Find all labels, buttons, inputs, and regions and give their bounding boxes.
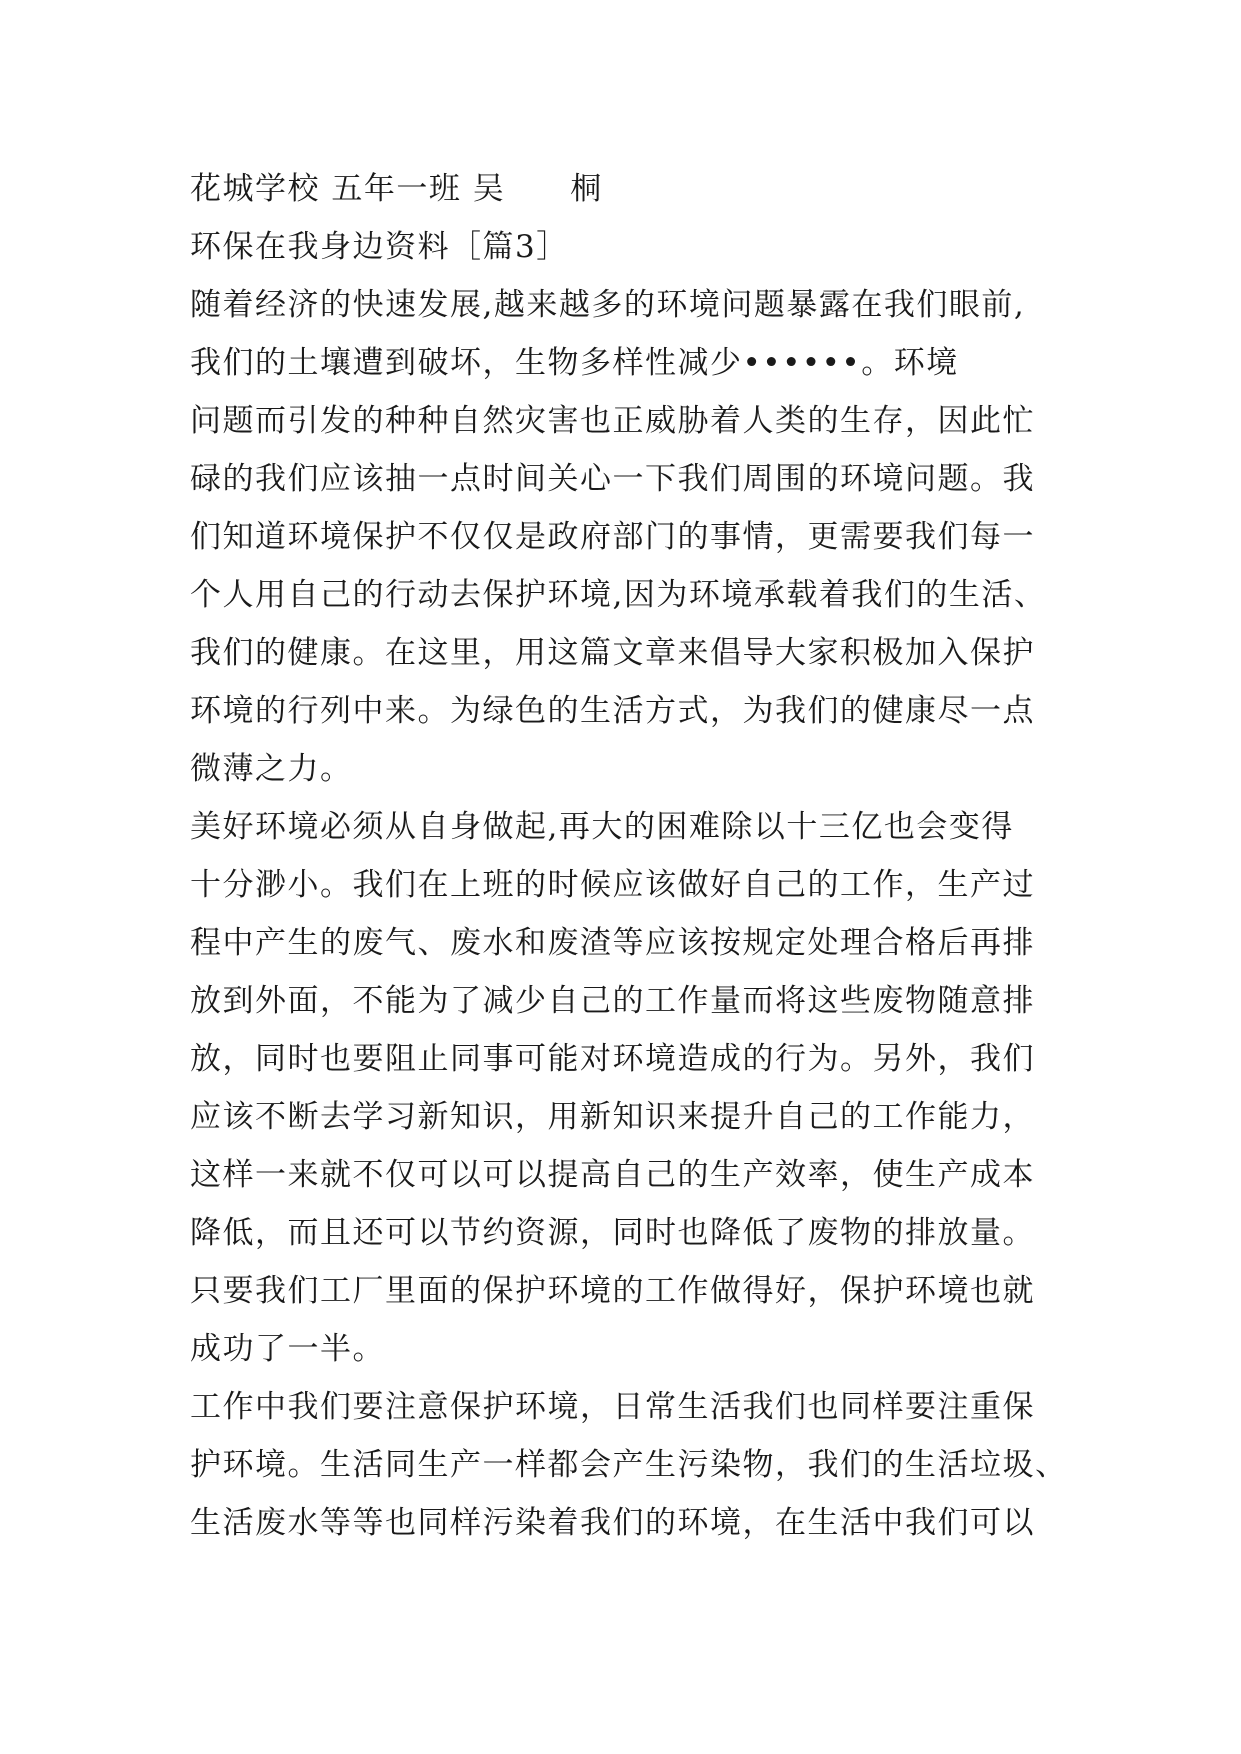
text-line: 我们的健康。在这里，用这篇文章来倡导大家积极加入保护 — [190, 635, 1035, 671]
text-line: 随着经济的快速发展,越来越多的环境问题暴露在我们眼前, — [190, 287, 1026, 323]
text-line: 放到外面，不能为了减少自己的工作量而将这些废物随意排 — [190, 983, 1035, 1019]
text-line: 降低，而且还可以节约资源，同时也降低了废物的排放量。 — [190, 1215, 1035, 1251]
text-line: 十分渺小。我们在上班的时候应该做好自己的工作，生产过 — [190, 867, 1035, 903]
text-line: 这样一来就不仅可以可以提高自己的生产效率，使生产成本 — [190, 1157, 1035, 1193]
article-title: 环保在我身边资料［篇3］ — [190, 229, 569, 265]
text-line: 放，同时也要阻止同事可能对环境造成的行为。另外，我们 — [190, 1041, 1035, 1077]
text-line: 问题而引发的种种自然灾害也正威胁着人类的生存，因此忙 — [190, 403, 1035, 439]
text-line: 成功了一半。 — [190, 1331, 385, 1367]
text-line: 美好环境必须从自身做起,再大的困难除以十三亿也会变得 — [190, 809, 1014, 845]
text-line: 碌的我们应该抽一点时间关心一下我们周围的环境问题。我 — [190, 461, 1035, 497]
text-line: 应该不断去学习新知识，用新知识来提升自己的工作能力， — [190, 1099, 1035, 1135]
document-body — [190, 160, 1070, 1552]
text-line: 工作中我们要注意保护环境，日常生活我们也同样要注重保 — [190, 1389, 1035, 1425]
text-line: 微薄之力。 — [190, 751, 353, 787]
text-line: 环境的行列中来。为绿色的生活方式，为我们的健康尽一点 — [190, 693, 1035, 729]
author-line: 花城学校 五年一班 吴 桐 — [190, 171, 603, 207]
text-line: 我们的土壤遭到破坏，生物多样性减少••••••。环境 — [190, 345, 959, 381]
text-line: 们知道环境保护不仅仅是政府部门的事情，更需要我们每一 — [190, 519, 1035, 555]
text-line: 个人用自己的行动去保护环境,因为环境承载着我们的生活、 — [190, 577, 1047, 613]
text-line: 只要我们工厂里面的保护环境的工作做得好，保护环境也就 — [190, 1273, 1035, 1309]
text-line: 护环境。生活同生产一样都会产生污染物，我们的生活垃圾、 — [190, 1447, 1068, 1483]
text-line: 程中产生的废气、废水和废渣等应该按规定处理合格后再排 — [190, 925, 1035, 961]
text-line: 生活废水等等也同样污染着我们的环境，在生活中我们可以 — [190, 1505, 1035, 1541]
